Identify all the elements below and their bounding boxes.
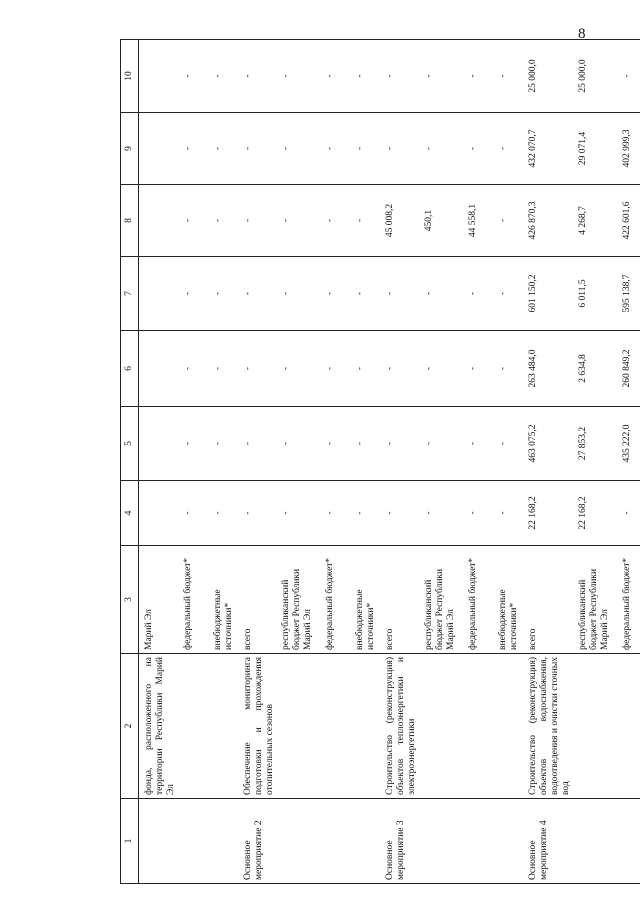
column-header: 10: [121, 40, 139, 113]
cell-value: -: [210, 407, 240, 481]
column-header: 4: [121, 481, 139, 546]
table-row: [575, 40, 619, 884]
cell-activity: [278, 799, 322, 884]
cell-value: -: [352, 331, 382, 407]
cell-source: республиканский бюджет Республики Марий Эл: [421, 546, 465, 654]
cell-value: -: [382, 331, 421, 407]
cell-value: -: [619, 40, 640, 113]
cell-value: -: [382, 257, 421, 331]
cell-value: -: [180, 185, 210, 257]
cell-value: -: [421, 113, 465, 185]
cell-value: 6 011,5: [575, 257, 619, 331]
cell-value: -: [210, 185, 240, 257]
cell-value: -: [240, 407, 279, 481]
cell-value: -: [240, 40, 279, 113]
table-row: [210, 40, 240, 884]
column-header: 2: [121, 654, 139, 799]
cell-source: федеральный бюджет*: [180, 546, 210, 654]
cell-value: -: [495, 185, 525, 257]
cell-activity: [619, 799, 640, 884]
cell-description: Строительство (реконструкция) объектов теплоэнергетики и электроэнергетики: [382, 654, 421, 799]
cell-value: [138, 257, 179, 331]
cell-value: [138, 481, 179, 546]
cell-value: [138, 185, 179, 257]
cell-description: [278, 654, 322, 799]
page-number: 8: [578, 26, 586, 42]
cell-value: -: [352, 185, 382, 257]
table-row: [352, 40, 382, 884]
cell-value: -: [322, 113, 352, 185]
cell-value: -: [180, 481, 210, 546]
cell-activity: [465, 799, 495, 884]
cell-value: -: [495, 40, 525, 113]
cell-source: внебюджетные источники*: [210, 546, 240, 654]
cell-activity: [210, 799, 240, 884]
table-row: [180, 40, 210, 884]
table-row: [278, 40, 322, 884]
cell-activity: [421, 799, 465, 884]
cell-value: -: [278, 257, 322, 331]
cell-value: 2 634,8: [575, 331, 619, 407]
cell-value: -: [495, 331, 525, 407]
header-row: [121, 40, 139, 884]
cell-value: 22 168,2: [575, 481, 619, 546]
cell-value: -: [352, 40, 382, 113]
cell-value: 435 222,0: [619, 407, 640, 481]
cell-value: 44 558,1: [465, 185, 495, 257]
cell-value: -: [495, 481, 525, 546]
cell-value: 25 000,0: [525, 40, 575, 113]
cell-source: федеральный бюджет*: [619, 546, 640, 654]
cell-value: -: [278, 113, 322, 185]
cell-value: -: [322, 407, 352, 481]
cell-value: -: [180, 257, 210, 331]
cell-value: -: [180, 407, 210, 481]
cell-value: -: [465, 407, 495, 481]
cell-value: [138, 40, 179, 113]
cell-source: внебюджетные источники*: [495, 546, 525, 654]
table-row: [465, 40, 495, 884]
cell-value: 601 150,2: [525, 257, 575, 331]
column-header: 9: [121, 113, 139, 185]
cell-value: -: [210, 113, 240, 185]
cell-source: всего: [382, 546, 421, 654]
table-row: [525, 40, 575, 884]
cell-description: [619, 654, 640, 799]
table-row: [382, 40, 421, 884]
cell-value: -: [278, 185, 322, 257]
cell-value: -: [421, 481, 465, 546]
cell-value: -: [322, 331, 352, 407]
cell-value: -: [322, 185, 352, 257]
cell-source: республиканский бюджет Республики Марий Эл: [575, 546, 619, 654]
cell-value: 4 268,7: [575, 185, 619, 257]
cell-value: -: [240, 331, 279, 407]
cell-value: -: [322, 257, 352, 331]
cell-value: 450,1: [421, 185, 465, 257]
cell-value: -: [382, 40, 421, 113]
cell-description: [322, 654, 352, 799]
cell-source: всего: [240, 546, 279, 654]
cell-description: Обеспечение мониторинга подготовки и прохождения отопительных сезонов: [240, 654, 279, 799]
cell-value: -: [240, 481, 279, 546]
cell-value: -: [421, 257, 465, 331]
cell-activity: [180, 799, 210, 884]
cell-value: -: [210, 481, 240, 546]
cell-activity: [495, 799, 525, 884]
cell-value: 45 008,2: [382, 185, 421, 257]
cell-value: -: [352, 407, 382, 481]
cell-source: федеральный бюджет*: [465, 546, 495, 654]
column-header: 6: [121, 331, 139, 407]
cell-activity: [575, 799, 619, 884]
cell-value: -: [352, 481, 382, 546]
cell-source: внебюджетные источники*: [352, 546, 382, 654]
cell-value: -: [465, 40, 495, 113]
cell-value: 29 071,4: [575, 113, 619, 185]
cell-value: -: [352, 113, 382, 185]
cell-value: -: [495, 407, 525, 481]
column-header: 5: [121, 407, 139, 481]
cell-value: -: [382, 407, 421, 481]
table-row: [138, 40, 179, 884]
cell-source: республиканский бюджет Республики Марий Эл: [278, 546, 322, 654]
cell-value: -: [495, 257, 525, 331]
cell-value: [138, 331, 179, 407]
cell-source: всего: [525, 546, 575, 654]
cell-description: [575, 654, 619, 799]
cell-activity: [322, 799, 352, 884]
cell-value: 27 853,2: [575, 407, 619, 481]
cell-description: [180, 654, 210, 799]
cell-value: -: [210, 331, 240, 407]
cell-value: -: [465, 331, 495, 407]
cell-value: -: [352, 257, 382, 331]
cell-value: -: [465, 113, 495, 185]
cell-activity: Основное мероприятие 3: [382, 799, 421, 884]
cell-description: Строительство (реконструкция) объектов водоснабжения, водоотведения и очистки сточных вод: [525, 654, 575, 799]
cell-value: 25 000,0: [575, 40, 619, 113]
table-row: [619, 40, 640, 884]
cell-value: -: [421, 407, 465, 481]
cell-value: 595 138,7: [619, 257, 640, 331]
cell-value: -: [382, 113, 421, 185]
table-row: [240, 40, 279, 884]
cell-value: -: [322, 481, 352, 546]
column-header: 7: [121, 257, 139, 331]
cell-description: [465, 654, 495, 799]
cell-value: 426 870,3: [525, 185, 575, 257]
column-header: 1: [121, 799, 139, 884]
cell-description: [421, 654, 465, 799]
cell-description: [495, 654, 525, 799]
table-row: [421, 40, 465, 884]
cell-value: [138, 407, 179, 481]
cell-value: -: [278, 407, 322, 481]
cell-value: -: [421, 40, 465, 113]
cell-value: 22 168,2: [525, 481, 575, 546]
cell-description: фонда, расположенного на территории Республики Марий Эл: [138, 654, 179, 799]
cell-value: -: [278, 40, 322, 113]
budget-table: [120, 39, 640, 884]
cell-activity: [352, 799, 382, 884]
cell-value: 432 070,7: [525, 113, 575, 185]
cell-value: [138, 113, 179, 185]
cell-activity: Основное мероприятие 2: [240, 799, 279, 884]
cell-value: -: [465, 257, 495, 331]
column-header: 3: [121, 546, 139, 654]
cell-activity: [138, 799, 179, 884]
rotated-page: [120, 40, 632, 884]
cell-value: -: [382, 481, 421, 546]
cell-value: -: [421, 331, 465, 407]
cell-value: -: [240, 185, 279, 257]
cell-value: -: [240, 113, 279, 185]
cell-value: 463 075,2: [525, 407, 575, 481]
cell-value: -: [180, 331, 210, 407]
cell-source: Марий Эл: [138, 546, 179, 654]
rotated-table-container: [120, 40, 632, 884]
cell-value: -: [180, 40, 210, 113]
table-row: [322, 40, 352, 884]
cell-value: -: [619, 481, 640, 546]
cell-value: -: [210, 257, 240, 331]
cell-value: -: [180, 113, 210, 185]
cell-value: -: [210, 40, 240, 113]
cell-value: 260 849,2: [619, 331, 640, 407]
cell-value: -: [495, 113, 525, 185]
cell-value: -: [278, 331, 322, 407]
cell-value: -: [322, 40, 352, 113]
cell-activity: Основное мероприятие 4: [525, 799, 575, 884]
cell-value: 263 484,0: [525, 331, 575, 407]
cell-value: -: [278, 481, 322, 546]
cell-value: -: [465, 481, 495, 546]
cell-source: федеральный бюджет*: [322, 546, 352, 654]
column-header: 8: [121, 185, 139, 257]
cell-value: 402 999,3: [619, 113, 640, 185]
table-row: [495, 40, 525, 884]
cell-description: [210, 654, 240, 799]
cell-value: -: [240, 257, 279, 331]
cell-description: [352, 654, 382, 799]
cell-value: 422 601,6: [619, 185, 640, 257]
